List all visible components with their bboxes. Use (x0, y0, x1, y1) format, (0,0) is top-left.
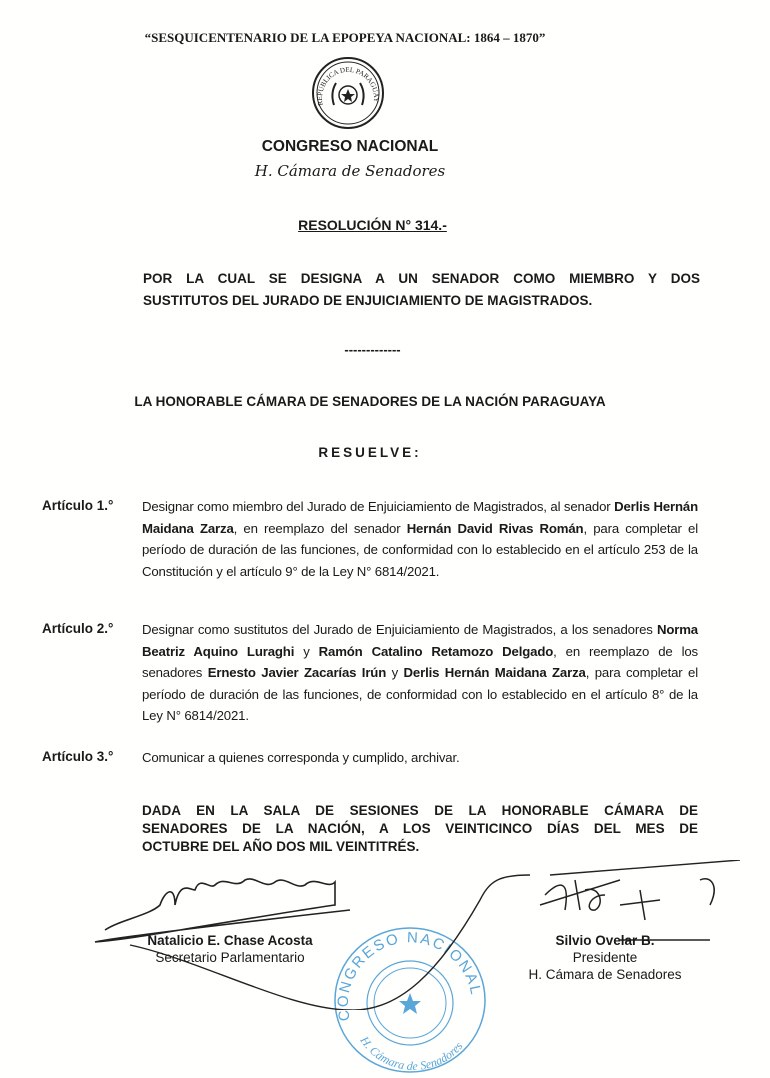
title-line: SUSTITUTOS DEL JURADO DE ENJUICIAMIENTO DE MAGISTRADOS. (143, 293, 593, 308)
senator-name: Hernán David Rivas Román (406, 520, 584, 536)
svg-text:H. Cámara de Senadores (357, 1033, 466, 1073)
signatory-role: Presidente (572, 950, 638, 965)
senator-name: Ramón Catalino Retamozo Delgado (318, 643, 554, 659)
signatory-name: Silvio Ovelar B. (555, 933, 655, 948)
senator-name: Ernesto Javier Zacarías Irún (207, 665, 387, 680)
article-1-body (142, 496, 698, 582)
stamp-outer-text: CONGRESO NACIONAL (334, 929, 485, 1023)
article-1-label: Artículo 1.° (42, 498, 114, 513)
senator-name: Derlis Hernán Maidana Zarza (403, 665, 586, 680)
article-text: Designar como miembro del Jurado de Enjuiciamiento de Magistrados, al senador (142, 499, 615, 514)
article-2-body (142, 619, 698, 727)
article-text: , para completar el período de duración de las funciones, de conformidad con lo establecido en el artículo 253 de la Constitución y el artículo 9° de la Ley N° 6814/2021. (142, 520, 698, 579)
closing-line: DADA EN LA SALA DE SESIONES DE LA HONORABLE CÁMARA DE (142, 803, 698, 818)
senator-name: Norma Beatriz Aquino Luraghi (142, 622, 698, 659)
preamble: LA HONORABLE CÁMARA DE SENADORES DE LA NACIÓN PARAGUAYA (134, 394, 606, 409)
signature-left (130, 932, 330, 966)
article-text: Comunicar a quienes corresponda y cumplido, archivar. (142, 750, 460, 765)
separator: ------------- (344, 342, 401, 357)
signatory-role: Secretario Parlamentario (155, 950, 305, 965)
closing-line: OCTUBRE DEL AÑO DOS MIL VEINTITRÉS. (142, 839, 420, 854)
resolves-heading: RESUELVE: (318, 445, 422, 460)
article-3-body (142, 747, 698, 769)
article-2-label: Artículo 2.° (42, 621, 114, 636)
resolution-number: RESOLUCIÓN N° 314.- (298, 217, 447, 233)
article-text: Designar como sustitutos del Jurado de Enjuiciamiento de Magistrados, a los senadores (142, 622, 657, 637)
article-text: , en reemplazo de los senadores (142, 643, 698, 680)
commemorative-header: “SESQUICENTENARIO DE LA EPOPEYA NACIONAL: 1864 – 1870” (144, 30, 546, 45)
senator-name: Derlis Hernán Maidana Zarza (142, 499, 698, 536)
stamp-bottom-text: H. Cámara de Senadores (357, 1033, 466, 1074)
signatory-name: Natalicio E. Chase Acosta (147, 933, 313, 948)
article-text: y (294, 643, 319, 659)
institution-name: CONGRESO NACIONAL (261, 138, 439, 155)
signature-right (505, 932, 705, 983)
article-text: , en reemplazo del senador (233, 520, 407, 536)
article-3-label: Artículo 3.° (42, 749, 114, 764)
closing-statement (142, 802, 698, 856)
seal-text: REPUBLICA DEL PARAGUAY (315, 65, 381, 107)
article-text: y (386, 665, 404, 680)
title-line: POR LA CUAL SE DESIGNA A UN SENADOR COMO MIEMBRO Y DOS (143, 271, 700, 286)
chamber-name: H. Cámara de Senadores (254, 162, 446, 180)
national-seal-icon (306, 57, 390, 129)
resolution-title (143, 268, 700, 312)
article-text: , para completar el período de duración de las funciones, de conformidad con lo establecido en el artículo 8° de la Ley N° 6814/2021. (142, 665, 698, 723)
signatory-org: H. Cámara de Senadores (528, 967, 682, 982)
closing-line: SENADORES DE LA NACIÓN, A LOS VEINTICINCO DÍAS DEL MES DE (142, 821, 698, 836)
